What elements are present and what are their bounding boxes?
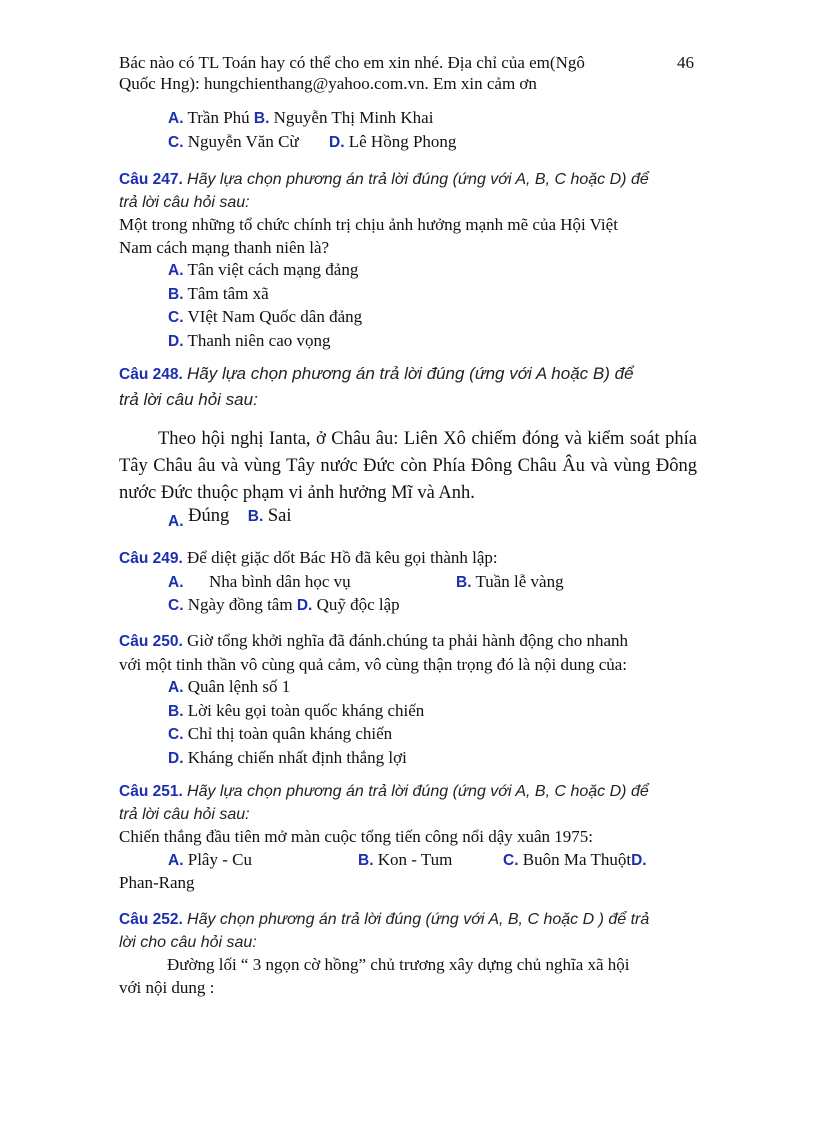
option-d-label: D.: [631, 851, 647, 869]
page-header: [119, 52, 694, 94]
option-c-label: C.: [168, 133, 184, 151]
option-b-label: B.: [247, 508, 264, 525]
option-b-text: Nguyễn Thị Minh Khai: [273, 108, 434, 127]
question-instruction: Hãy lựa chọn phương án trả lời đúng (ứng với A, B, C hoặc D) để: [187, 171, 649, 188]
option-b-label: B.: [253, 110, 270, 127]
question-instruction: trả lời câu hỏi sau:: [119, 389, 258, 409]
header-line-2: Quốc Hng): hungchienthang@yahoo.com.vn. Em xin cảm ơn: [119, 74, 537, 93]
question-instruction: Hãy lựa chọn phương án trả lời đúng (ứng với A hoặc B) để: [187, 364, 634, 383]
option-a-text: Trần Phú: [187, 108, 250, 127]
question-251: [119, 780, 699, 895]
option-c-text: Chỉ thị toàn quân kháng chiến: [187, 724, 393, 743]
option-b-label: B.: [358, 851, 374, 869]
option-c-label: C.: [168, 309, 184, 326]
question-label: Câu 247.: [119, 171, 183, 188]
question-text: Nam cách mạng thanh niên là?: [119, 237, 330, 257]
option-d-text: Thanh niên cao vọng: [187, 330, 331, 350]
option-b-text: Sai: [267, 506, 292, 526]
option-a-label: A.: [168, 262, 184, 279]
question-instruction: trả lời câu hỏi sau:: [119, 805, 250, 823]
option-a-text: Đúng: [188, 506, 230, 526]
option-b-label: B.: [168, 702, 184, 720]
option-row: [119, 107, 699, 131]
option-b-label: B.: [168, 285, 184, 303]
question-label: Câu 248.: [119, 366, 183, 383]
option-d-label: D.: [329, 133, 345, 151]
option-d-label: D.: [168, 749, 184, 767]
question-text: Một trong những tổ chức chính trị chịu ảnh hưởng mạnh mẽ của Hội Việt: [119, 215, 618, 234]
question-248-text: [119, 426, 697, 507]
option-a-label: A.: [168, 573, 184, 591]
prev-question-options: [119, 107, 699, 154]
option-b-label: B.: [456, 573, 472, 591]
option-b-text: Tuần lễ vàng: [475, 571, 564, 591]
option-d-label: D.: [296, 597, 313, 614]
option-c-label: C.: [503, 851, 519, 869]
question-text: Theo hội nghị Ianta, ở Châu âu: Liên Xô chiếm đóng và kiểm soát phía Tây Châu âu và vùng Tây nước Đức còn Phía Đông Châu Âu và vùng Đông nước Đức thuộc phạm vi ảnh hưởng Mĩ và Anh.: [119, 429, 697, 503]
page-number: 46: [677, 53, 694, 72]
option-b-text: Kon - Tum: [377, 849, 453, 869]
option-d-text: Kháng chiến nhất định thắng lợi: [187, 747, 407, 767]
option-d-label: D.: [168, 332, 184, 350]
option-c-text: Buôn Ma Thuột: [522, 849, 632, 869]
header-line-1: Bác nào có TL Toán hay có thể cho em xin nhé. Địa chỉ của em(Ngô: [119, 53, 585, 72]
option-a-label: A.: [168, 110, 184, 127]
question-248: [119, 363, 699, 411]
option-c-text: Nguyễn Văn Cừ: [187, 131, 299, 151]
option-b-text: Lời kêu gọi toàn quốc kháng chiến: [187, 700, 425, 720]
option-a-label: A.: [168, 513, 184, 530]
question-label: Câu 251.: [119, 783, 183, 800]
option-c-text: VIệt Nam Quốc dân đảng: [187, 307, 363, 326]
question-instruction: Hãy lựa chọn phương án trả lời đúng (ứng với A, B, C hoặc D) để: [187, 783, 649, 800]
option-a-text: Quân lệnh số 1: [187, 677, 291, 696]
option-a-text: Tân việt cách mạng đảng: [187, 260, 359, 279]
question-label: Câu 249.: [119, 550, 183, 567]
option-a-text: Nha bình dân học vụ: [209, 571, 351, 591]
question-label: Câu 250.: [119, 633, 183, 650]
option-c-label: C.: [168, 597, 184, 614]
question-text: Chiến thắng đầu tiên mở màn cuộc tổng tiến công nổi dậy xuân 1975:: [119, 827, 594, 846]
option-d-text: Phan-Rang: [119, 873, 195, 892]
question-text: Để diệt giặc dốt Bác Hồ đã kêu gọi thành lập:: [187, 548, 498, 567]
option-d-text: Lê Hồng Phong: [348, 131, 457, 151]
question-250: [119, 630, 699, 770]
option-b-text: Tâm tâm xã: [187, 283, 269, 303]
question-247: [119, 168, 699, 353]
question-label: Câu 252.: [119, 911, 183, 928]
question-text: Giờ tổng khởi nghĩa đã đánh.chúng ta phải hành động cho nhanh: [187, 631, 629, 650]
question-248-options: [119, 503, 699, 530]
question-252: [119, 908, 699, 999]
option-d-text: Quỹ độc lập: [316, 595, 400, 614]
question-249: [119, 547, 699, 618]
option-c-text: Ngày đồng tâm: [187, 595, 293, 614]
question-text: với một tinh thần vô cùng quả cảm, vô cùng thận trọng đó là nội dung của:: [119, 654, 628, 674]
question-instruction: trả lời câu hỏi sau:: [119, 193, 250, 211]
question-instruction: lời cho câu hỏi sau:: [119, 933, 257, 951]
option-a-label: A.: [168, 679, 184, 696]
option-a-text: Plây - Cu: [187, 849, 252, 869]
option-c-label: C.: [168, 726, 184, 743]
option-row: [119, 131, 699, 155]
question-text: với nội dung :: [119, 977, 215, 997]
question-instruction: Hãy chọn phương án trả lời đúng (ứng với A, B, C hoặc D ) để trả: [187, 911, 650, 928]
option-a-label: A.: [168, 851, 184, 869]
question-text: Đường lối “ 3 ngọn cờ hồng” chủ trương xây dựng chủ nghĩa xã hội: [167, 955, 630, 974]
